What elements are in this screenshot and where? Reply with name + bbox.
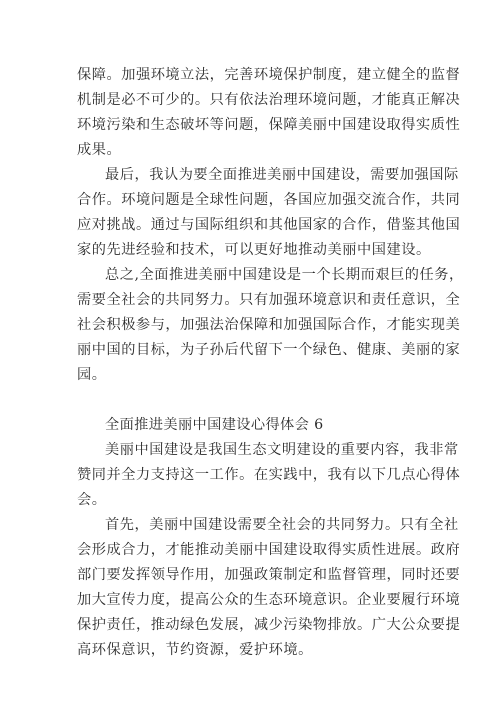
text-line: 成果。 bbox=[77, 142, 122, 158]
text-line: 高环保意识，节约资源，爱护环境。 bbox=[77, 642, 313, 658]
section-heading: 全面推进美丽中国建设心得体会 6 bbox=[105, 417, 324, 433]
text-line: 环境污染和生态破坏等问题，保障美丽中国建设取得实质性 bbox=[77, 117, 461, 133]
text-line: 部门要发挥领导作用，加强政策制定和监督管理，同时还要 bbox=[77, 567, 461, 583]
text-line: 丽中国的目标，为子孙后代留下一个绿色、健康、美丽的家 bbox=[77, 342, 461, 358]
text-line: 应对挑战。通过与国际组织和其他国家的合作，借鉴其他国 bbox=[77, 217, 461, 233]
text-line: 加大宣传力度，提高公众的生态环境意识。企业要履行环境 bbox=[77, 592, 461, 608]
text-line: 会。 bbox=[77, 492, 107, 508]
text-line: 保障。加强环境立法，完善环境保护制度，建立健全的监督 bbox=[77, 67, 461, 83]
text-line: 保护责任，推动绿色发展，减少污染物排放。广大公众要提 bbox=[77, 617, 461, 633]
text-line: 家的先进经验和技术，可以更好地推动美丽中国建设。 bbox=[77, 242, 431, 258]
text-line: 赞同并全力支持这一工作。在实践中，我有以下几点心得体 bbox=[77, 467, 461, 483]
text-line: 会形成合力，才能推动美丽中国建设取得实质性进展。政府 bbox=[77, 542, 461, 558]
paragraph-start-line: 总之,全面推进美丽中国建设是一个长期而艰巨的任务， bbox=[105, 267, 464, 283]
paragraph-start-line: 美丽中国建设是我国生态文明建设的重要内容，我非常 bbox=[105, 442, 459, 458]
text-line: 社会积极参与，加强法治保障和加强国际合作，才能实现美 bbox=[77, 317, 461, 333]
text-line: 合作。环境问题是全球性问题，各国应加强交流合作，共同 bbox=[77, 192, 461, 208]
text-line: 园。 bbox=[77, 367, 107, 383]
text-line: 机制是必不可少的。只有依法治理环境问题，才能真正解决 bbox=[77, 92, 461, 108]
paragraph-start-line: 最后，我认为要全面推进美丽中国建设，需要加强国际 bbox=[105, 167, 459, 183]
paragraph-start-line: 首先，美丽中国建设需要全社会的共同努力。只有全社 bbox=[105, 517, 459, 533]
text-line: 需要全社会的共同努力。只有加强环境意识和责任意识，全 bbox=[77, 292, 461, 308]
